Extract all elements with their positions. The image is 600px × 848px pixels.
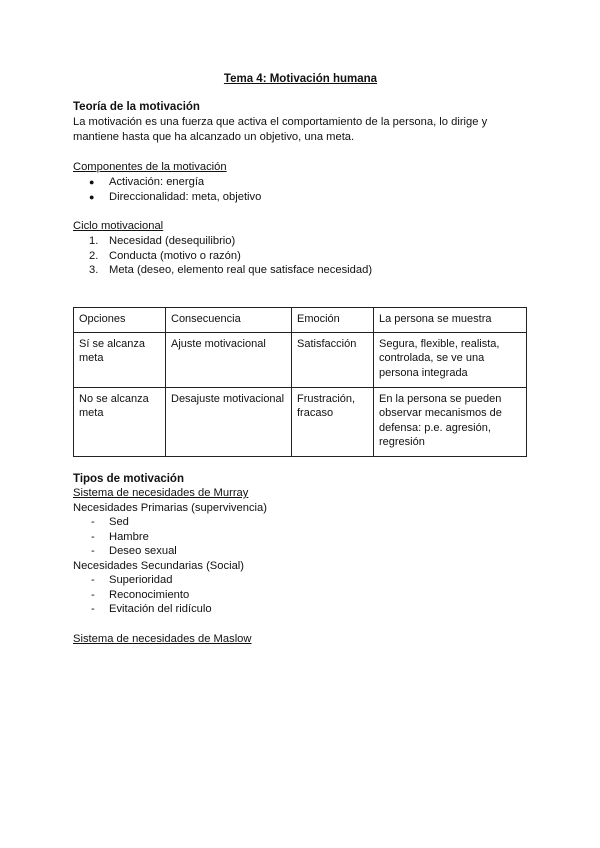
maslow-heading: Sistema de necesidades de Maslow [73, 633, 252, 645]
list-item: ● Direccionalidad: meta, objetivo [89, 190, 262, 203]
table-header-row [74, 308, 527, 333]
table-row [74, 387, 527, 456]
list-item: ● Activación: energía [89, 176, 205, 188]
table-header-cell: Opciones [74, 308, 166, 333]
list-item: 3. Meta (deseo, elemento real que satisface necesidad) [89, 264, 373, 277]
table-cell: En la persona se pueden observar mecanismos de defensa: p.e. agresión, regresión [374, 387, 527, 456]
document-title: Tema 4: Motivación humana [223, 73, 378, 85]
tipos-heading: Tipos de motivación [73, 473, 184, 485]
list-item: - Deseo sexual [91, 545, 177, 558]
list-item: - Evitación del ridículo [91, 603, 212, 616]
secundarias-list [73, 573, 212, 617]
list-item: - Hambre [91, 530, 149, 543]
list-item: 2. Conducta (motivo o razón) [89, 249, 241, 262]
ciclo-list [73, 234, 372, 278]
table-cell: No se alcanza meta [74, 387, 166, 456]
bullet-icon: ● [89, 191, 95, 202]
teoria-heading: Teoría de la motivación [73, 101, 200, 113]
table-cell: Satisfacción [292, 332, 374, 387]
ciclo-heading: Ciclo motivacional [73, 220, 164, 232]
table-cell: Segura, flexible, realista, controlada, se ve una persona integrada [374, 332, 527, 387]
teoria-line-2: mantiene hasta que ha alcanzado un objetivo, una meta. [73, 130, 355, 143]
primarias-label: Necesidades Primarias (supervivencia) [73, 502, 267, 514]
motivation-table [73, 307, 527, 457]
table-row [74, 332, 527, 387]
table-cell: Sí se alcanza meta [74, 332, 166, 387]
table-header-cell: Emoción [292, 308, 374, 333]
list-item: - Superioridad [91, 574, 173, 586]
table-header-cell: Consecuencia [166, 308, 292, 333]
table-header-cell: La persona se muestra [374, 308, 527, 333]
table-cell: Ajuste motivacional [166, 332, 292, 387]
list-item: - Sed [91, 516, 129, 528]
componentes-list [73, 175, 261, 204]
primarias-list [73, 515, 177, 559]
table-cell: Desajuste motivacional [166, 387, 292, 456]
teoria-line-1: La motivación es una fuerza que activa el comportamiento de la persona, lo dirige y [73, 116, 488, 128]
secundarias-label: Necesidades Secundarias (Social) [73, 560, 245, 572]
list-item: - Reconocimiento [91, 588, 190, 601]
murray-heading: Sistema de necesidades de Murray [73, 487, 249, 499]
list-item: 1. Necesidad (desequilibrio) [89, 235, 236, 247]
table-cell: Frustración, fracaso [292, 387, 374, 456]
bullet-icon: ● [89, 177, 95, 187]
teoria-paragraph [73, 115, 513, 144]
componentes-heading: Componentes de la motivación [73, 161, 227, 173]
